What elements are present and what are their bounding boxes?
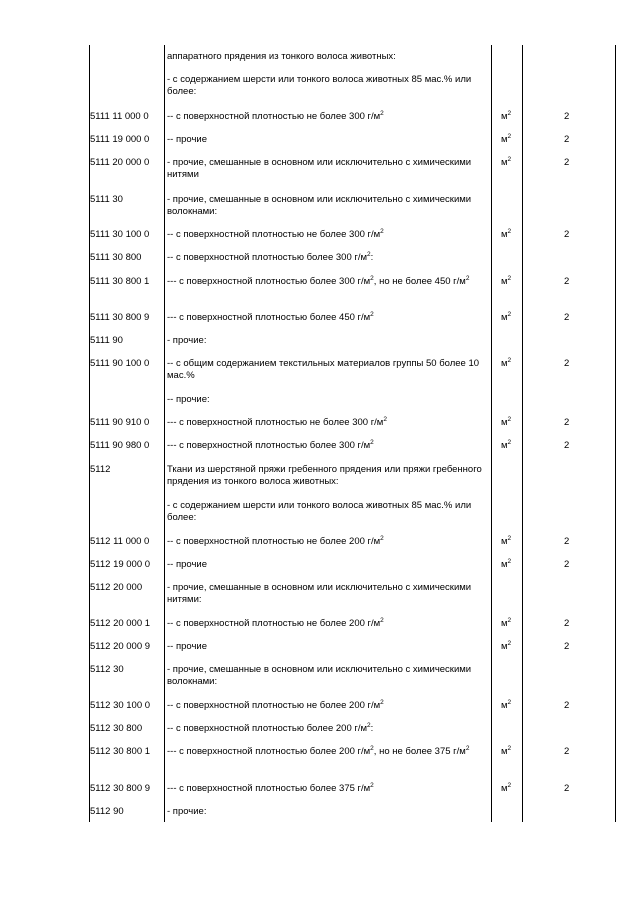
quantity-value: 2 [564,134,570,145]
tariff-code: 5111 19 000 0 [90,134,150,145]
quantity-value: 2 [564,641,570,652]
description-text: : [370,252,374,263]
tariff-code: 5112 30 800 [90,723,143,734]
tariff-code: 5111 30 800 1 [90,276,150,287]
unit-superscript: 2 [507,535,512,542]
product-description [167,559,485,571]
superscript: 2 [465,745,470,752]
product-description [167,417,485,429]
tariff-code: 5111 30 100 0 [90,229,150,240]
description-text: -- прочие [167,134,208,145]
unit-superscript: 2 [507,133,512,140]
unit-of-measure [501,111,511,123]
product-description [167,51,485,63]
unit-text: м [501,134,508,145]
tariff-code: 5111 30 [90,194,123,205]
description-text: --- с поверхностной плотностью более 300 г/м [167,276,371,287]
description-text: -- прочие [167,559,208,570]
product-description [167,194,485,218]
product-description [167,394,485,406]
product-description [167,229,485,241]
unit-superscript: 2 [507,640,512,647]
product-description [167,806,485,818]
tariff-code: 5111 20 000 0 [90,157,150,168]
description-text: -- с поверхностной плотностью более 200 г/м [167,723,367,734]
tariff-code: 5112 30 100 0 [90,700,151,711]
quantity-value: 2 [564,746,570,757]
description-text: -- с поверхностной плотностью не более 200 г/м [167,536,381,547]
unit-superscript: 2 [507,617,512,624]
superscript: 2 [370,782,374,789]
unit-superscript: 2 [507,228,512,235]
description-text: - прочие: [167,335,207,346]
unit-of-measure [501,358,511,370]
tariff-code: 5112 20 000 1 [90,618,151,629]
superscript: 2 [370,311,374,318]
quantity-value: 2 [564,229,570,240]
tariff-code: 5111 90 910 0 [90,417,150,428]
unit-of-measure [501,312,511,324]
unit-superscript: 2 [507,275,512,282]
quantity-value: 2 [564,157,570,168]
superscript: 2 [370,275,374,282]
unit-text: м [501,440,508,451]
superscript: 2 [367,722,371,729]
unit-superscript: 2 [507,416,512,423]
unit-of-measure [501,746,511,758]
product-description [167,312,485,324]
description-text: - прочие, смешанные в основном или исключительно с химическими волокнами: [167,664,472,688]
superscript: 2 [380,110,384,117]
quantity-value: 2 [564,700,570,711]
column-divider [522,45,523,822]
unit-of-measure [501,134,511,146]
description-text: - с содержанием шерсти или тонкого волоса животных 85 мас.% или более: [167,500,472,524]
superscript: 2 [370,439,374,446]
description-text: -- с поверхностной плотностью более 300 г/м [167,252,367,263]
description-text: -- с поверхностной плотностью не более 300 г/м [167,111,381,122]
unit-superscript: 2 [507,782,512,789]
product-description [167,641,485,653]
tariff-code: 5111 30 800 [90,252,142,263]
unit-text: м [501,783,508,794]
description-text: - прочие, смешанные в основном или исключительно с химическими нитями: [167,582,472,606]
unit-of-measure [501,276,511,288]
product-description [167,440,485,452]
description-text: - с содержанием шерсти или тонкого волоса животных 85 мас.% или более: [167,74,472,98]
superscript: 2 [383,416,387,423]
unit-text: м [501,157,508,168]
superscript: 2 [370,745,374,752]
description-text: --- с поверхностной плотностью более 200 г/м [167,746,371,757]
unit-of-measure [501,700,511,712]
product-description [167,618,485,630]
tariff-code: 5112 30 800 9 [90,783,151,794]
quantity-value: 2 [564,358,570,369]
description-text: --- с поверхностной плотностью более 300 г/м [167,440,371,451]
tariff-code: 5111 11 000 0 [90,111,149,122]
tariff-code: 5112 19 000 0 [90,559,151,570]
description-text: : [370,723,374,734]
description-text: --- с поверхностной плотностью более 450 г/м [167,312,371,323]
superscript: 2 [380,535,384,542]
unit-superscript: 2 [507,156,512,163]
tariff-code: 5112 [90,464,111,475]
tariff-code: 5111 90 100 0 [90,358,150,369]
unit-text: м [501,746,508,757]
unit-of-measure [501,559,511,571]
unit-of-measure [501,783,511,795]
description-text: , но не более 375 г/м [373,746,466,757]
quantity-value: 2 [564,111,570,122]
tariff-code: 5111 90 980 0 [90,440,150,451]
unit-superscript: 2 [507,311,512,318]
product-description [167,582,485,606]
unit-text: м [501,111,508,122]
unit-superscript: 2 [507,558,512,565]
product-description [167,723,485,735]
unit-text: м [501,536,508,547]
description-text: -- с поверхностной плотностью не более 200 г/м [167,700,381,711]
column-divider [164,45,165,822]
unit-of-measure [501,417,511,429]
tariff-code: 5112 20 000 [90,582,143,593]
product-description [167,74,485,98]
unit-of-measure [501,641,511,653]
superscript: 2 [465,275,470,282]
unit-text: м [501,358,508,369]
product-description [167,111,485,123]
quantity-value: 2 [564,312,570,323]
product-description [167,746,485,758]
description-text: -- прочие: [167,394,210,405]
quantity-value: 2 [564,276,570,287]
tariff-code: 5112 11 000 0 [90,536,150,547]
unit-text: м [501,312,508,323]
unit-superscript: 2 [507,699,512,706]
unit-text: м [501,618,508,629]
superscript: 2 [380,228,384,235]
quantity-value: 2 [564,417,570,428]
quantity-value: 2 [564,618,570,629]
superscript: 2 [367,251,371,258]
unit-of-measure [501,440,511,452]
quantity-value: 2 [564,536,570,547]
superscript: 2 [380,699,384,706]
product-description [167,536,485,548]
product-description [167,664,485,688]
tariff-code: 5112 30 [90,664,124,675]
description-text: -- с поверхностной плотностью не более 200 г/м [167,618,381,629]
column-divider [615,45,616,822]
description-text: - прочие, смешанные в основном или исключительно с химическими волокнами: [167,194,472,218]
quantity-value: 2 [564,440,570,451]
product-description [167,134,485,146]
description-text: - прочие: [167,806,207,817]
description-text: -- с поверхностной плотностью не более 300 г/м [167,229,381,240]
product-description [167,783,485,795]
description-text: -- прочие [167,641,208,652]
product-description [167,276,485,288]
unit-of-measure [501,618,511,630]
description-text: --- с поверхностной плотностью более 375 г/м [167,783,371,794]
tariff-code: 5111 90 [90,335,123,346]
tariff-code: 5112 30 800 1 [90,746,151,757]
description-text: - прочие, смешанные в основном или исключительно с химическими нитями [167,157,472,181]
description-text: аппаратного прядения из тонкого волоса животных: [167,51,396,62]
tariff-code: 5112 20 000 9 [90,641,151,652]
unit-text: м [501,276,508,287]
unit-text: м [501,417,508,428]
unit-superscript: 2 [507,357,512,364]
quantity-value: 2 [564,559,570,570]
unit-of-measure [501,536,511,548]
tariff-code: 5111 30 800 9 [90,312,150,323]
unit-superscript: 2 [507,439,512,446]
unit-of-measure [501,229,511,241]
superscript: 2 [380,617,384,624]
description-text: -- с общим содержанием текстильных материалов группы 50 более 10 мас.% [167,358,480,382]
unit-text: м [501,700,508,711]
product-description [167,335,485,347]
quantity-value: 2 [564,783,570,794]
unit-superscript: 2 [507,745,512,752]
product-description [167,464,485,488]
tariff-code: 5112 90 [90,806,124,817]
product-description [167,157,485,181]
product-description [167,500,485,524]
unit-of-measure [501,157,511,169]
product-description [167,358,485,382]
unit-superscript: 2 [507,110,512,117]
product-description [167,252,485,264]
product-description [167,700,485,712]
description-text: --- с поверхностной плотностью не более 300 г/м [167,417,384,428]
unit-text: м [501,229,508,240]
description-text: Ткани из шерстяной пряжи гребенного прядения или пряжи гребенного прядения из тонкого волоса животных: [167,464,482,488]
unit-text: м [501,641,508,652]
column-divider [491,45,492,822]
description-text: , но не более 450 г/м [373,276,466,287]
unit-text: м [501,559,508,570]
